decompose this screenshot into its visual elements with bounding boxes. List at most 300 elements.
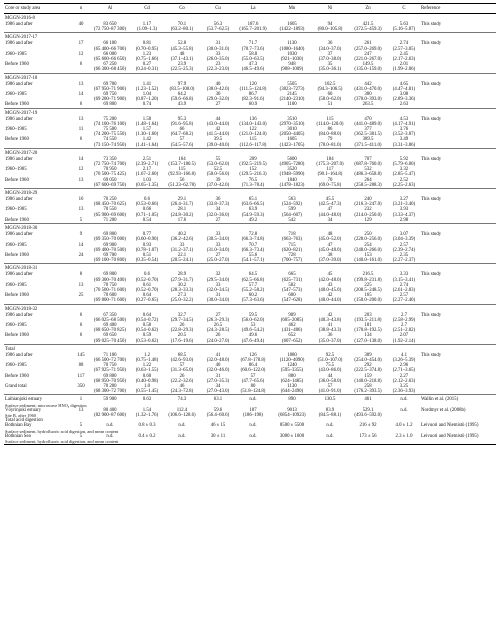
- row-label: 1986 and after: [5, 116, 33, 122]
- value-cell: 51: [327, 102, 333, 108]
- value-cell: 27: [215, 252, 221, 258]
- range-cell: (94.3–106.5): [317, 86, 343, 92]
- range-cell: (69 200–71 900): [94, 97, 126, 103]
- value-cell: 718: [288, 232, 296, 238]
- range-cell: (69 800–71 600): [94, 298, 126, 304]
- value-cell: 36: [215, 197, 221, 203]
- range-cell: (69 400–70 500): [94, 247, 126, 253]
- value-cell: 250: [364, 232, 372, 238]
- range-cell: (42.6–93.0): [170, 357, 194, 363]
- range-cell: (80.0–105.8): [317, 27, 343, 33]
- value-cell: 1.04: [142, 92, 152, 98]
- value-cell: 112.4: [176, 407, 188, 413]
- value-cell: 69 800: [103, 232, 117, 238]
- value-cell: 92.5: [325, 352, 335, 358]
- value-cell: 3510: [287, 116, 297, 122]
- reference-cell: [420, 439, 496, 445]
- value-cell: 22.1: [177, 252, 187, 258]
- range-cell: (0.52–0.70): [135, 277, 159, 283]
- range-cell: (71.3–78.4): [241, 182, 265, 188]
- value-cell: 70.7: [248, 242, 258, 248]
- range-cell: (28.3–33.3): [170, 287, 194, 293]
- value-cell: 40.2: [177, 232, 187, 238]
- value-cell: 261: [364, 41, 372, 47]
- range-cell: (17.6–19.6): [170, 338, 194, 344]
- value-cell: 52.8: [177, 41, 187, 47]
- value-cell: 1.17: [142, 22, 152, 27]
- range-cell: (63.2–80.1): [170, 27, 194, 33]
- value-cell: 652: [288, 333, 296, 339]
- row-label: Before 1960: [5, 62, 29, 68]
- value-cell: 73 350: [103, 156, 117, 162]
- value-cell: 60.2: [248, 293, 258, 299]
- value-cell: n.d.: [106, 433, 114, 439]
- range-cell: (25.0–32.2): [170, 298, 194, 304]
- range-cell: (40.0–44.0): [318, 298, 342, 304]
- range-cell: (3.31–3.86): [392, 142, 416, 148]
- value-cell: 0.60: [142, 373, 152, 379]
- range-cell: (193.5–211.8): [354, 317, 382, 323]
- range-cell: (70 500–75 425): [94, 172, 126, 178]
- value-cell: 2.52: [399, 177, 409, 183]
- range-cell: (153.7–180.5): [168, 162, 196, 168]
- range-cell: (2.25–2.63): [392, 182, 416, 188]
- value-cell: 58.8: [248, 51, 258, 57]
- range-cell: (208.5–248.5): [354, 287, 382, 293]
- value-cell: 26: [179, 322, 185, 328]
- range-cell: (37.0–38.0): [318, 57, 342, 63]
- row-label: Grand total: [5, 383, 27, 389]
- value-cell: 28.1: [177, 207, 187, 213]
- value-cell: 68.5: [177, 352, 187, 358]
- range-cell: (32.0–36.0): [206, 212, 230, 218]
- range-cell: (111.5–124.8): [239, 86, 267, 92]
- reference-cell: This study: [421, 22, 442, 27]
- value-cell: 0.59: [142, 333, 152, 339]
- row-label: Bothnian Bay: [5, 423, 32, 429]
- value-cell: 0.64: [142, 293, 152, 299]
- value-cell: 57.7: [248, 282, 258, 288]
- range-cell: (1948–5990): [279, 172, 305, 178]
- value-cell: 69 800: [103, 272, 117, 278]
- row-label: Before 1960: [5, 373, 29, 379]
- range-cell: (1120–4090): [279, 357, 305, 363]
- value-cell: 136: [249, 116, 257, 122]
- range-cell: (371.5–411.0): [354, 142, 382, 148]
- value-cell: 216 ± 92: [359, 423, 377, 429]
- range-cell: (140.0–218.8): [354, 378, 382, 384]
- section-title: MGGN-2017-20: [4, 148, 496, 157]
- range-cell: (0.78–1.07): [135, 247, 159, 253]
- value-cell: 225: [364, 282, 372, 288]
- value-cell: 26.5: [213, 322, 223, 328]
- value-cell: 33: [215, 242, 221, 248]
- value-cell: 461: [364, 397, 372, 403]
- range-cell: (69 300–70 400): [94, 277, 126, 283]
- value-cell: 35: [327, 62, 333, 68]
- range-cell: (91.6–95.8): [170, 121, 194, 127]
- value-cell: 38: [327, 252, 333, 258]
- row-label: 1960–1985: [5, 51, 27, 57]
- sample-count: 6: [79, 333, 83, 339]
- range-cell: (54.9–59.3): [241, 212, 265, 218]
- value-cell: 94: [327, 22, 333, 27]
- value-cell: 83.9: [325, 407, 335, 413]
- value-cell: 2.98: [399, 217, 409, 223]
- value-cell: 67 250: [103, 62, 117, 68]
- value-cell: 3.93: [399, 207, 409, 213]
- range-cell: (2970–3510): [279, 121, 305, 127]
- range-cell: (1.67–2.60): [135, 172, 159, 178]
- value-cell: n.d.: [178, 423, 186, 429]
- table-body: [4, 14, 496, 445]
- value-cell: 2.07: [399, 333, 409, 339]
- range-cell: (0.60–0.90): [135, 237, 159, 243]
- section-title-row: [4, 189, 496, 198]
- table-header: [4, 4, 496, 14]
- value-cell: 1.41: [142, 81, 152, 87]
- range-cell: (431.0–470.0): [354, 86, 382, 92]
- range-cell: (47.6–49.4): [241, 338, 265, 344]
- value-cell: 71 200: [103, 217, 117, 223]
- range-cell: (73 150–74 950): [94, 142, 126, 148]
- range-cell: (4.17–4.91): [392, 121, 416, 127]
- range-cell: (431–486): [282, 328, 302, 334]
- value-cell: 5.92: [399, 156, 409, 162]
- range-cell: (24.8–30.2): [170, 212, 194, 218]
- value-cell: 2.35: [399, 252, 409, 258]
- range-cell: (27.0–35.3): [206, 378, 230, 384]
- value-cell: 5.63: [399, 22, 409, 27]
- sample-count: 13: [78, 407, 84, 413]
- value-cell: 0.66: [142, 207, 152, 213]
- range-cell: (700–757): [282, 258, 302, 264]
- row-label: Before 1960: [5, 102, 29, 108]
- row-label: 1960–1985: [5, 242, 27, 248]
- range-cell: (150.0–200.0): [354, 298, 382, 304]
- range-cell: (51.23–62.78): [168, 182, 196, 188]
- value-cell: 63.1: [213, 397, 223, 403]
- range-cell: (441.0–489.0): [354, 121, 382, 127]
- range-cell: (135.0–159.0): [354, 67, 382, 73]
- range-cell: (36.0–58.0): [318, 378, 342, 384]
- range-cell: (1.23–1.52): [135, 86, 159, 92]
- range-cell: (2.57–3.05): [392, 46, 416, 52]
- range-cell: (26.4–31.7): [170, 202, 194, 208]
- range-cell: (66.3–73.4): [241, 247, 265, 253]
- row-label: Before 1960: [5, 293, 29, 299]
- value-cell: 3.49: [399, 137, 409, 143]
- value-cell: 380: [364, 92, 372, 98]
- column-header: La: [250, 5, 256, 11]
- value-cell: 3.08: [399, 92, 409, 98]
- range-cell: (127.0–138.0): [354, 338, 382, 344]
- value-cell: 79: [327, 137, 333, 143]
- value-cell: 122: [249, 127, 257, 133]
- range-cell: (607–652): [282, 338, 302, 344]
- value-cell: 53: [250, 322, 256, 328]
- value-cell: 2.7: [401, 322, 407, 328]
- column-header: Co: [179, 5, 185, 11]
- value-cell: 9013: [287, 407, 297, 413]
- range-cell: (43.0–86.0): [318, 368, 342, 374]
- sample-count: 6: [79, 62, 83, 68]
- range-cell: (663–763): [282, 237, 302, 243]
- range-cell: (2.58–2.99): [392, 317, 416, 323]
- range-cell: (1422–1893): [279, 27, 305, 33]
- value-cell: 48: [179, 51, 185, 57]
- range-cell: (53.0–62.0): [206, 162, 230, 168]
- range-cell: (69 350–70 000): [94, 237, 126, 243]
- value-cell: 2.27: [399, 373, 409, 379]
- range-cell: (54.1–57.1): [241, 258, 265, 264]
- row-label: 1986 and after: [5, 272, 33, 278]
- range-cell: [388, 439, 420, 445]
- value-cell: 159: [364, 373, 372, 379]
- value-cell: 59.6: [213, 407, 223, 413]
- value-cell: 115: [178, 167, 186, 173]
- row-label: 1986 and after: [5, 352, 33, 358]
- range-cell: (82.3–91.6): [241, 97, 265, 103]
- value-cell: 41: [215, 352, 221, 358]
- value-cell: 1605: [287, 22, 297, 27]
- row-label: 1960–1985: [5, 92, 27, 98]
- range-cell: (49.6–54.2): [241, 328, 265, 334]
- range-cell: (22.2–32.6): [170, 378, 194, 384]
- value-cell: 45.5: [325, 197, 335, 203]
- range-cell: (51.8–124.8): [240, 389, 266, 395]
- value-cell: 72.8: [248, 232, 258, 238]
- value-cell: 2.7: [401, 312, 407, 318]
- range-cell: (493.6–592.0): [354, 412, 382, 418]
- range-cell: (921–1030): [280, 57, 304, 63]
- value-cell: 3.76: [399, 127, 409, 133]
- value-cell: 470: [364, 116, 372, 122]
- data-table-container: [4, 3, 496, 445]
- section-title: MGGN-2018-32: [4, 304, 496, 313]
- value-cell: 0.8 ± 0.3: [138, 423, 156, 429]
- value-cell: 71 100: [103, 352, 117, 358]
- value-cell: 69 700: [103, 252, 117, 258]
- value-cell: 1.42: [142, 137, 152, 143]
- sample-count: 14: [78, 156, 84, 162]
- value-cell: 47.3: [248, 62, 258, 68]
- value-cell: 33: [215, 232, 221, 238]
- range-cell: (74 100–76 100): [94, 121, 126, 127]
- sample-count: 13: [78, 177, 84, 183]
- range-cell: (140.0–161.0): [354, 258, 382, 264]
- range-cell: (605–2085): [280, 317, 304, 323]
- range-cell: (40.3–43.8): [318, 317, 342, 323]
- value-cell: 264: [364, 177, 372, 183]
- value-cell: 1130: [287, 383, 297, 389]
- range-cell: (66.3–74.8): [241, 237, 265, 243]
- value-cell: 532: [364, 167, 372, 173]
- range-cell: (37.1–43.1): [170, 57, 194, 63]
- value-cell: 46: [179, 383, 185, 389]
- sample-count: 25: [78, 293, 84, 299]
- range-cell: (69.0–75.8): [318, 182, 342, 188]
- value-cell: 442: [364, 81, 372, 87]
- value-cell: 86: [327, 127, 333, 133]
- value-cell: 20.5: [177, 333, 187, 339]
- row-label: Total acid digestion: [5, 418, 43, 424]
- range-cell: (0.35–0.54): [135, 258, 159, 264]
- value-cell: 462: [288, 322, 296, 328]
- value-cell: 26: [215, 333, 221, 339]
- column-header: Al: [107, 5, 113, 11]
- value-cell: 31: [215, 373, 221, 379]
- value-cell: 2.17: [142, 167, 152, 173]
- range-cell: (165.7–201.9): [239, 27, 267, 33]
- value-cell: 130.5: [324, 397, 336, 403]
- range-cell: (22.3–23.0): [206, 67, 230, 73]
- column-header: n: [79, 5, 83, 11]
- value-cell: 715: [288, 242, 296, 248]
- range-cell: (5.16–5.87): [392, 27, 416, 33]
- reference-row-range: [4, 439, 496, 445]
- range-cell: (84.0–88.0): [318, 132, 342, 138]
- range-cell: (34.0–37.0): [318, 46, 342, 52]
- range-cell: (72 750–74 700): [94, 162, 126, 168]
- range-cell: (4.47–4.81): [392, 86, 416, 92]
- range-cell: (31.3–65.0): [170, 368, 194, 374]
- range-cell: (2.39–2.71): [135, 162, 159, 168]
- value-cell: 0.93: [142, 242, 152, 248]
- range-cell: (1.48–1.64): [135, 121, 159, 127]
- value-cell: 97.9: [177, 81, 187, 87]
- value-cell: 75.5: [325, 363, 335, 369]
- value-cell: 69 800: [103, 373, 117, 379]
- value-cell: 46 ± 15: [210, 423, 226, 429]
- range-cell: (644–2490): [280, 389, 304, 395]
- row-label: Vöyrinjoki estuary: [5, 407, 42, 413]
- row-label: 1960–1985: [5, 282, 27, 288]
- section-title: Total: [4, 344, 496, 353]
- value-cell: 36: [327, 333, 333, 339]
- range-cell: (30.5–34.0): [206, 237, 230, 243]
- range-cell: (0.27–0.65): [135, 298, 159, 304]
- value-cell: 76.5: [248, 177, 258, 183]
- value-cell: 0.77: [142, 232, 152, 238]
- value-cell: 1.23: [142, 51, 152, 57]
- range-cell: (2.36–3.93): [392, 389, 416, 395]
- value-cell: 57: [179, 137, 185, 143]
- value-cell: 23.9: [177, 62, 187, 68]
- range-cell: (595–3355): [280, 368, 304, 374]
- value-cell: 31: [215, 41, 221, 47]
- range-cell: (0.63–1.55): [135, 368, 159, 374]
- value-cell: 1840: [287, 177, 297, 183]
- range-cell: (54.5–57.6): [170, 142, 194, 148]
- range-cell: (106.6–128.6): [168, 412, 196, 418]
- value-cell: 880: [288, 373, 296, 379]
- value-cell: 115: [326, 116, 334, 122]
- value-cell: 599: [288, 207, 296, 213]
- section-title-row: [4, 148, 496, 157]
- value-cell: 1.0: [144, 383, 150, 389]
- sample-count: 117: [77, 373, 85, 379]
- sample-count: 12: [78, 167, 84, 173]
- value-cell: 45: [327, 272, 333, 278]
- range-cell: [132, 439, 162, 445]
- row-label: 1986 and after: [5, 22, 33, 27]
- value-cell: 69 700: [103, 81, 117, 87]
- range-cell: [272, 439, 312, 445]
- value-cell: 40: [215, 81, 221, 87]
- range-cell: (2050–4405): [279, 132, 305, 138]
- value-cell: 665: [288, 272, 296, 278]
- row-label: Before 1960: [5, 137, 29, 143]
- range-cell: (0.71–1.05): [135, 212, 159, 218]
- row-label: 1960–1985: [5, 207, 27, 213]
- value-cell: 57: [179, 363, 185, 369]
- value-cell: 55.6: [248, 252, 258, 258]
- value-cell: 0.63: [142, 397, 152, 403]
- range-cell: (24.3–28.5): [206, 328, 230, 334]
- value-cell: 66 100: [103, 41, 117, 47]
- range-cell: (53.7–62.5): [206, 27, 230, 33]
- value-cell: 1.03: [142, 177, 152, 183]
- value-cell: 33: [179, 242, 185, 248]
- range-cell: (58.0–62.0): [318, 97, 342, 103]
- range-cell: (129.5–216.3): [239, 172, 267, 178]
- row-label: Before 1960: [5, 333, 29, 339]
- value-cell: 0.6: [144, 197, 150, 203]
- range-cell: (0.70–0.95): [135, 46, 159, 52]
- range-cell: (2.89–3.36): [392, 97, 416, 103]
- value-cell: 263.5: [362, 102, 374, 108]
- range-cell: (45.0–52.0): [318, 237, 342, 243]
- value-cell: 70 750: [103, 282, 117, 288]
- sample-count: 16: [78, 197, 84, 203]
- sample-count: 17: [78, 41, 84, 47]
- range-cell: (6854–10923): [278, 412, 306, 418]
- value-cell: 27: [215, 217, 221, 223]
- range-cell: (564–607): [282, 212, 302, 218]
- value-cell: 389.5: [362, 137, 374, 143]
- section-title-row: [4, 73, 496, 82]
- value-cell: 40: [215, 363, 221, 369]
- value-cell: 542: [288, 217, 296, 223]
- range-cell: (0.52–0.70): [135, 287, 159, 293]
- range-cell: (524–592): [282, 202, 302, 208]
- sample-count: 88: [78, 363, 84, 369]
- value-cell: n.d.: [326, 423, 334, 429]
- value-cell: 70 750: [103, 363, 117, 369]
- value-cell: 2.57: [399, 242, 409, 248]
- range-cell: (1.92–2.14): [392, 338, 416, 344]
- value-cell: 0.4 ± 0.2: [138, 433, 156, 439]
- value-cell: 23: [215, 62, 221, 68]
- range-cell: (2.71–3.65): [392, 368, 416, 374]
- column-header: Zn: [365, 5, 371, 11]
- value-cell: 1.2: [144, 352, 150, 358]
- row-sublabel: Surface sediment, hydrofluoric acid digestion, and mean content: [5, 428, 119, 434]
- row-sublabel: Surface sediment; microwave HNO₃ digestion: [5, 402, 87, 408]
- value-cell: 948: [288, 62, 296, 68]
- value-cell: 49.6: [248, 333, 258, 339]
- value-cell: 173 ± 56: [359, 433, 377, 439]
- value-cell: 42: [215, 127, 221, 133]
- sample-count: 5: [79, 423, 83, 429]
- range-cell: (254.0–454.0): [354, 357, 382, 363]
- range-cell: (3.33–4.37): [392, 212, 416, 218]
- column-header: Cu: [215, 5, 221, 11]
- value-cell: 102.5: [324, 81, 336, 87]
- value-cell: 70 950: [103, 167, 117, 173]
- range-cell: (56.4–60.6): [206, 412, 230, 418]
